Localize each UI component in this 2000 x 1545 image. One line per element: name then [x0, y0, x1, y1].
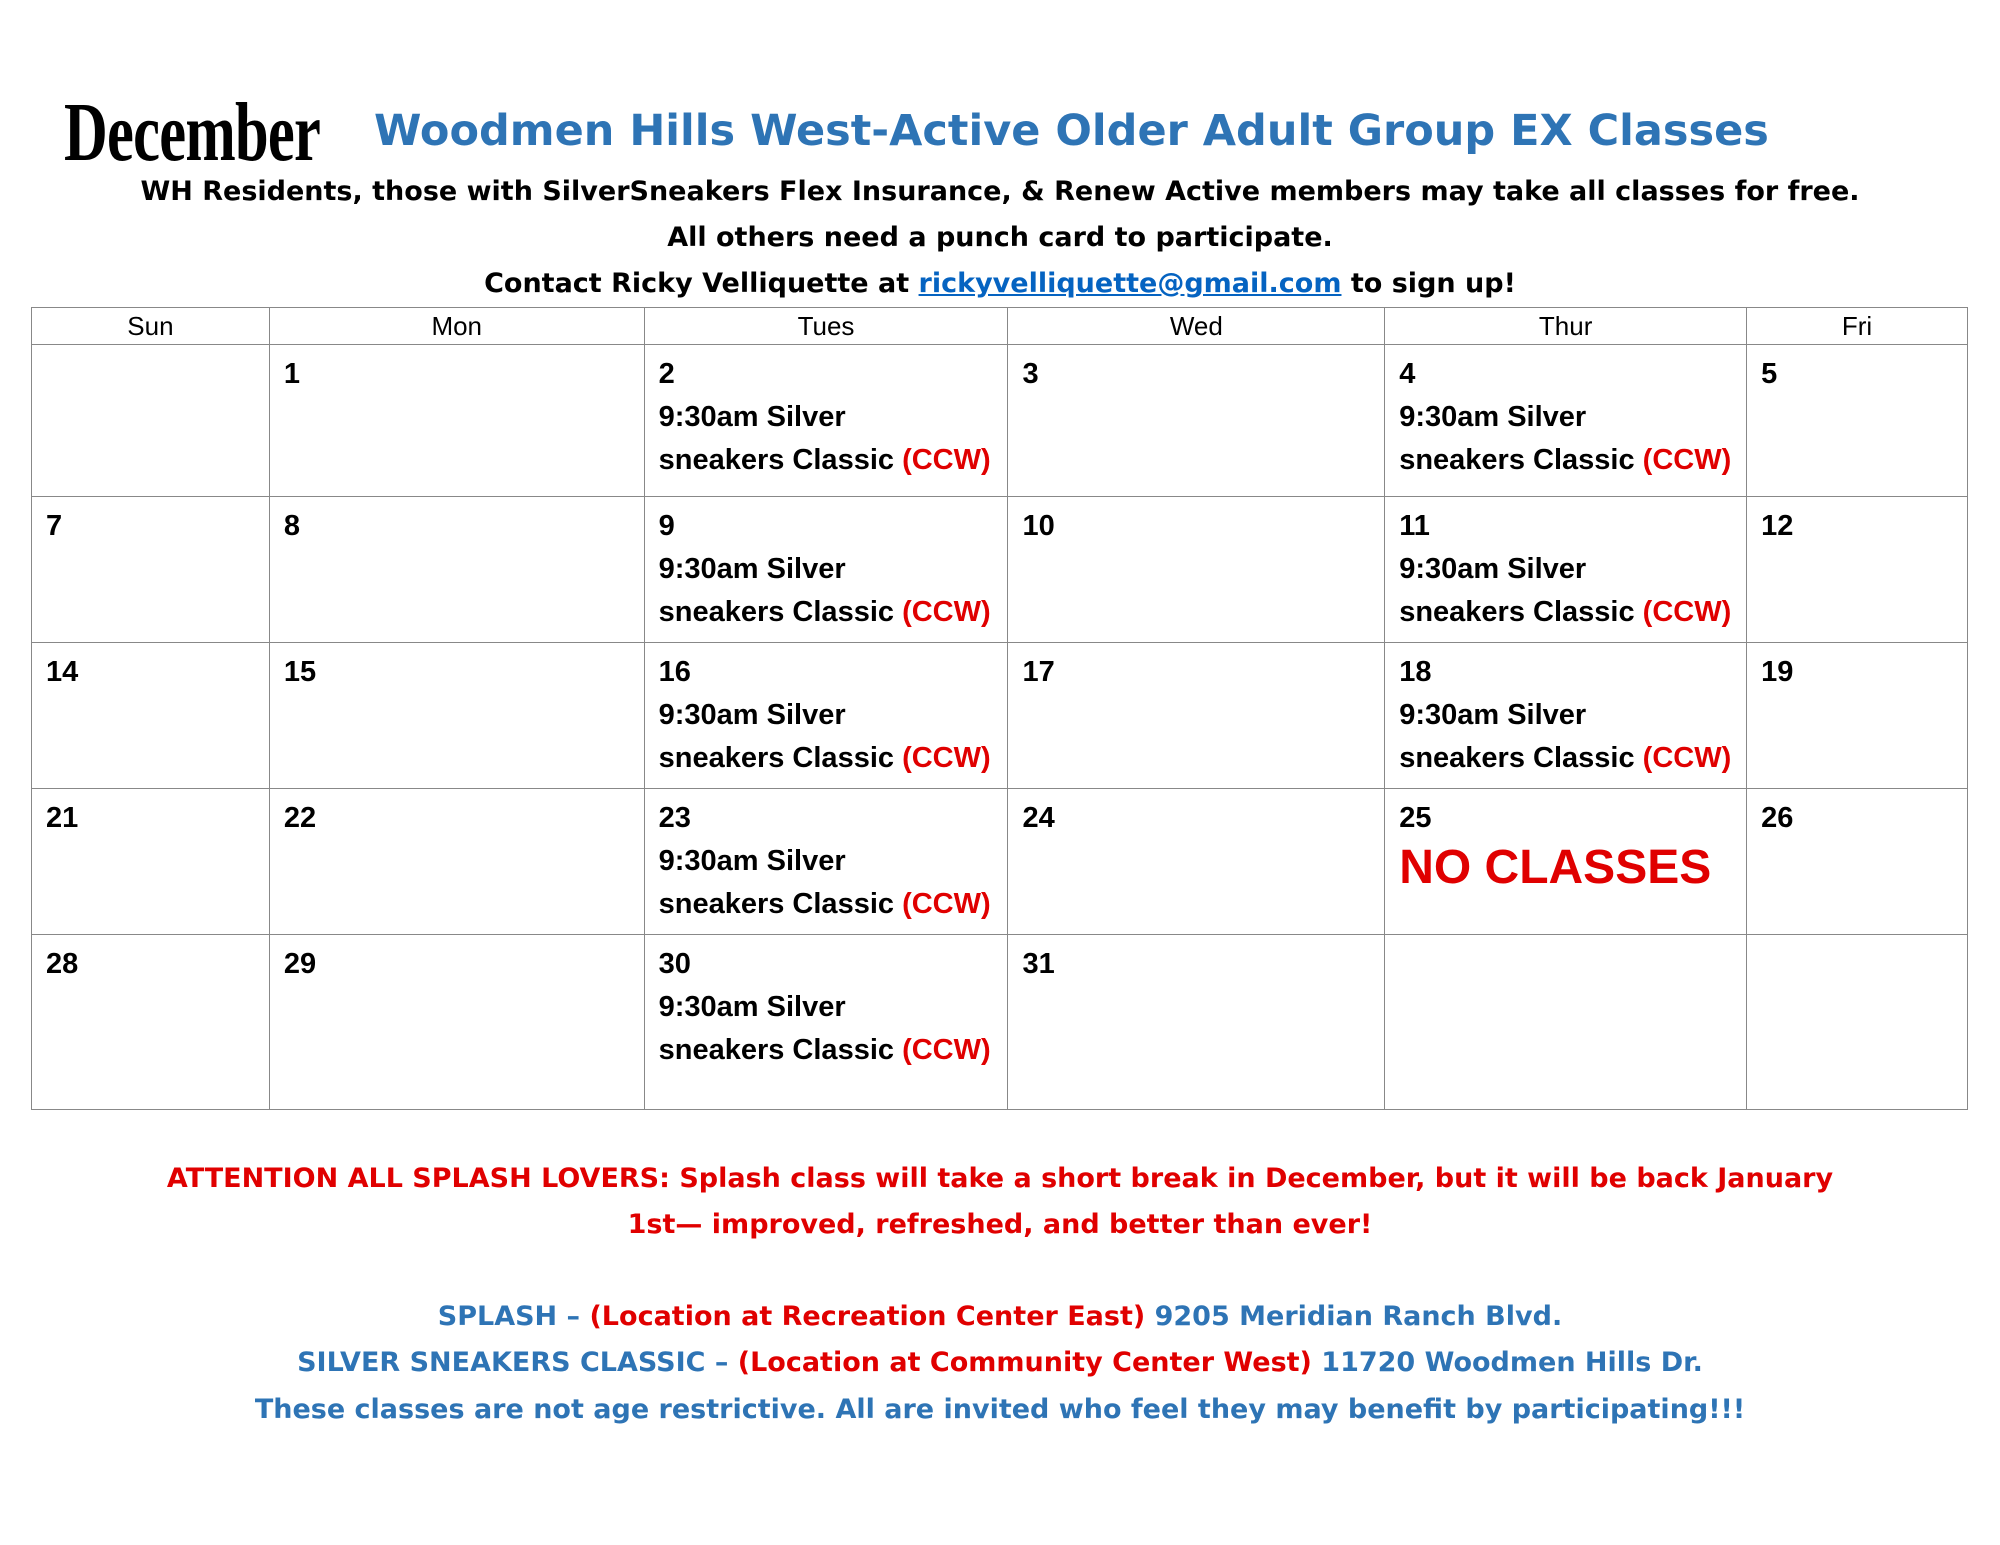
day-header: Mon	[269, 308, 644, 345]
contact-suffix: to sign up!	[1341, 268, 1516, 299]
class-title: sneakers Classic	[1399, 444, 1643, 476]
class-name	[659, 737, 994, 780]
ss-name: SILVER SNEAKERS CLASSIC –	[297, 1347, 738, 1378]
day-header: Tues	[644, 308, 1008, 345]
class-location: (CCW)	[902, 888, 991, 920]
class-location: (CCW)	[902, 444, 991, 476]
day-number: 29	[283, 948, 317, 980]
attention-text-2: 1st— improved, refreshed, and better than ever!	[627, 1209, 1373, 1240]
class-time: 9:30am Silver	[658, 699, 846, 731]
day-number: 30	[658, 948, 691, 980]
day-number: 23	[658, 802, 691, 834]
calendar-week-row	[32, 789, 1968, 935]
class-name	[659, 439, 994, 482]
class-name	[1399, 591, 1732, 634]
calendar-week-row	[32, 643, 1968, 789]
class-location: (CCW)	[1642, 444, 1732, 476]
class-title: sneakers Classic	[658, 1034, 903, 1066]
day-number: 28	[46, 948, 79, 980]
page-title: Woodmen Hills West-Active Older Adult Group EX Classes	[374, 106, 1769, 156]
class-title: sneakers Classic	[658, 742, 903, 774]
day-number: 7	[46, 510, 63, 542]
calendar-day-cell	[644, 345, 1008, 497]
calendar-day-cell	[32, 497, 270, 643]
day-header: Fri	[1747, 308, 1968, 345]
punch-card-text: All others need a punch card to participate.	[667, 222, 1333, 253]
day-number: 9	[658, 510, 675, 542]
calendar-day-cell	[1385, 345, 1747, 497]
calendar-week-row	[32, 497, 1968, 643]
day-number: 25	[1399, 802, 1432, 834]
contact-prefix: Contact Ricky Velliquette at	[484, 268, 919, 299]
calendar-day-cell	[1008, 789, 1385, 935]
calendar-day-cell	[1008, 643, 1385, 789]
contact-text	[0, 268, 2000, 299]
calendar-day-cell	[269, 935, 644, 1110]
calendar-day-cell	[1747, 643, 1968, 789]
calendar-day-cell	[32, 643, 270, 789]
calendar-week-row	[32, 345, 1968, 497]
month-title: December	[64, 86, 321, 179]
calendar-header-row	[32, 308, 1968, 345]
calendar-day-cell	[1385, 643, 1747, 789]
eligibility-text: WH Residents, those with SilverSneakers Flex Insurance, & Renew Active members may take all classes for free.	[140, 176, 1860, 207]
class-name	[1399, 439, 1732, 482]
calendar-day-cell	[1008, 345, 1385, 497]
day-number: 21	[46, 802, 79, 834]
class-time: 9:30am Silver	[1399, 401, 1587, 433]
ss-location	[0, 1347, 2000, 1378]
day-number: 11	[1399, 510, 1430, 542]
class-title: sneakers Classic	[658, 444, 903, 476]
class-name	[1399, 737, 1732, 780]
calendar-day-cell	[1747, 497, 1968, 643]
class-time: 9:30am Silver	[658, 845, 846, 877]
calendar-table	[31, 307, 1968, 1110]
day-number: 24	[1022, 802, 1055, 834]
calendar-day-cell	[269, 497, 644, 643]
day-header: Sun	[32, 308, 270, 345]
day-number: 1	[283, 358, 300, 390]
class-time: 9:30am Silver	[658, 401, 846, 433]
calendar-day-cell	[1747, 789, 1968, 935]
class-location: (CCW)	[1642, 742, 1732, 774]
ss-loc: (Location at Community Center West)	[737, 1347, 1312, 1378]
calendar-day-cell	[269, 345, 644, 497]
day-number: 10	[1022, 510, 1055, 542]
class-time: 9:30am Silver	[658, 991, 846, 1023]
calendar-day-cell	[32, 935, 270, 1110]
day-number: 5	[1761, 358, 1778, 390]
calendar-day-cell	[1008, 497, 1385, 643]
day-number: 22	[283, 802, 317, 834]
day-number: 8	[283, 510, 300, 542]
day-number: 19	[1761, 656, 1794, 688]
calendar-week-row	[32, 935, 1968, 1110]
calendar-day-cell	[644, 643, 1008, 789]
day-number: 2	[658, 358, 675, 390]
no-classes-label: NO CLASSES	[1399, 841, 1712, 894]
day-number: 17	[1022, 656, 1055, 688]
day-number: 18	[1399, 656, 1432, 688]
day-number: 26	[1761, 802, 1794, 834]
class-title: sneakers Classic	[1399, 596, 1643, 628]
calendar-day-cell	[1385, 935, 1747, 1110]
day-header: Thur	[1385, 308, 1747, 345]
day-number: 14	[46, 656, 79, 688]
class-title: sneakers Classic	[658, 888, 903, 920]
attention-text-1: ATTENTION ALL SPLASH LOVERS: Splash class will take a short break in December, but it will be back January	[166, 1163, 1834, 1194]
class-title: sneakers Classic	[658, 596, 903, 628]
class-location: (CCW)	[902, 1034, 991, 1066]
calendar-day-cell	[32, 345, 270, 497]
class-name	[659, 1029, 994, 1072]
calendar-day-cell	[644, 497, 1008, 643]
email-link[interactable]: rickyvelliquette@gmail.com	[918, 268, 1342, 299]
splash-location	[0, 1301, 2000, 1332]
class-time: 9:30am Silver	[1399, 553, 1587, 585]
class-name	[659, 883, 994, 926]
calendar-day-cell	[269, 643, 644, 789]
day-number: 31	[1022, 948, 1055, 980]
class-location: (CCW)	[902, 596, 991, 628]
class-time: 9:30am Silver	[658, 553, 846, 585]
calendar-day-cell	[1747, 935, 1968, 1110]
age-note: These classes are not age restrictive. All are invited who feel they may benefit by participating!!!	[254, 1394, 1746, 1425]
calendar-day-cell	[1385, 497, 1747, 643]
splash-name: SPLASH –	[437, 1301, 590, 1332]
day-header: Wed	[1008, 308, 1385, 345]
class-location: (CCW)	[1642, 596, 1732, 628]
day-number: 16	[658, 656, 691, 688]
day-number: 3	[1022, 358, 1039, 390]
calendar-day-cell	[1385, 789, 1747, 935]
class-title: sneakers Classic	[1399, 742, 1643, 774]
calendar-day-cell	[1747, 345, 1968, 497]
splash-loc: (Location at Recreation Center East)	[589, 1301, 1146, 1332]
calendar-day-cell	[1008, 935, 1385, 1110]
day-number: 4	[1399, 358, 1416, 390]
class-location: (CCW)	[902, 742, 991, 774]
day-number: 12	[1761, 510, 1794, 542]
class-time: 9:30am Silver	[1399, 699, 1587, 731]
splash-addr: 9205 Meridian Ranch Blvd.	[1145, 1301, 1563, 1332]
calendar-day-cell	[269, 789, 644, 935]
day-number: 15	[283, 656, 317, 688]
calendar-day-cell	[32, 789, 270, 935]
calendar-day-cell	[644, 935, 1008, 1110]
calendar-day-cell	[644, 789, 1008, 935]
ss-addr: 11720 Woodmen Hills Dr.	[1311, 1347, 1703, 1378]
class-name	[659, 591, 994, 634]
